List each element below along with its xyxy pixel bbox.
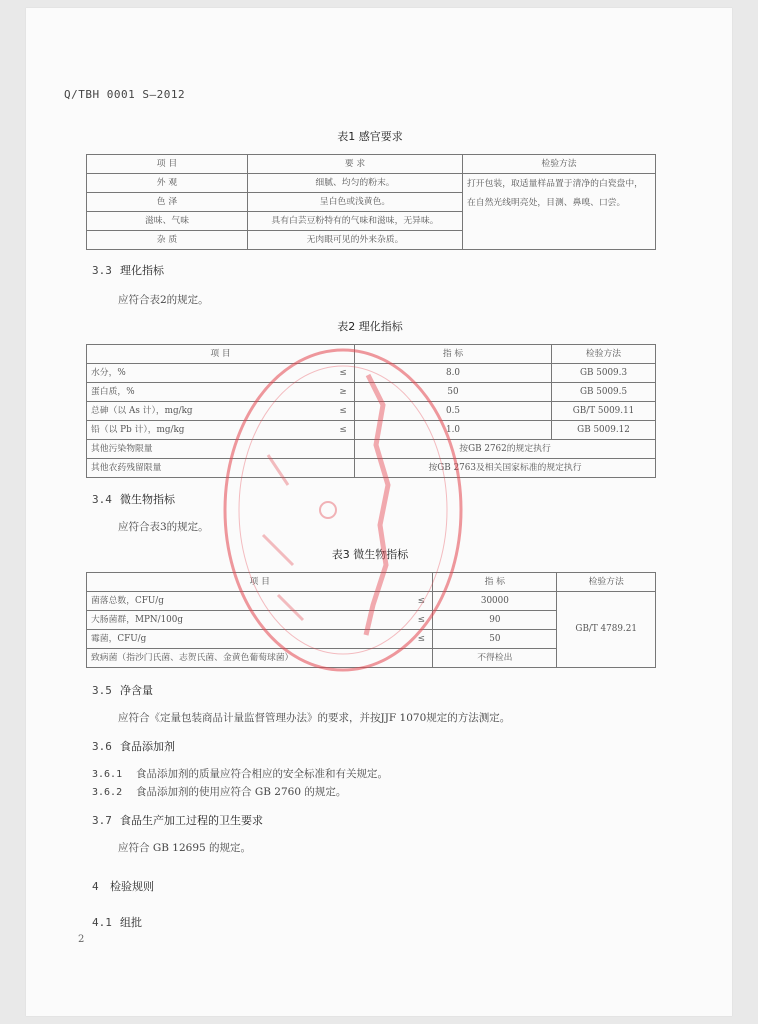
table-cell-item: 杂 质 (87, 231, 248, 250)
table-cell-item: 滋味、气味 (87, 212, 248, 231)
table-cell-operator: ≤ (410, 630, 433, 649)
table-cell-operator: ≤ (332, 402, 355, 421)
table-row (87, 459, 656, 478)
table-cell-item: 其他污染物限量 (87, 440, 355, 459)
table-cell-item: 致病菌（指沙门氏菌、志贺氏菌、金黄色葡萄球菌） (87, 649, 433, 668)
section-number: 4.1 (92, 916, 112, 929)
table-cell-item: 总砷（以 As 计），mg/kg (87, 402, 333, 421)
table-cell-method: GB 5009.3 (552, 364, 656, 383)
section-title: 理化指标 (120, 264, 164, 277)
table-cell-item: 菌落总数，CFU/g (87, 592, 411, 611)
table-header-row (87, 155, 656, 174)
paragraph: 应符合表3的规定。 (118, 521, 209, 533)
table-cell-item: 色 泽 (87, 193, 248, 212)
table-header-row (87, 573, 656, 592)
table-cell-value: 8.0 (355, 364, 552, 383)
table-cell-operator: ≤ (410, 592, 433, 611)
table-row (87, 383, 656, 402)
page-number: 2 (78, 934, 85, 945)
table-cell-spanning-text: 按GB 2763及相关国家标准的规定执行 (355, 459, 656, 478)
table-cell-item: 外 观 (87, 174, 248, 193)
table3-caption: 表3 微生物指标 (331, 548, 409, 561)
table-cell-value: 90 (433, 611, 557, 630)
table-cell-requirement: 呈白色或浅黄色。 (248, 193, 463, 212)
table-row (87, 421, 656, 440)
clause-number: 3.6.1 (92, 769, 123, 780)
table-cell-requirement: 细腻、均匀的粉末。 (248, 174, 463, 193)
table-header-requirement: 要 求 (248, 155, 463, 174)
table-cell-item: 铅（以 Pb 计），mg/kg (87, 421, 333, 440)
clause-3-6-2 (92, 784, 346, 799)
table-row (87, 440, 656, 459)
section-title: 检验规则 (110, 880, 154, 893)
clause-3-6-1 (92, 766, 388, 781)
table-cell-method: GB 5009.12 (552, 421, 656, 440)
table-header-item: 项 目 (87, 573, 433, 592)
paragraph: 应符合《定量包装商品计量监督管理办法》的要求，并按JJF 1070规定的方法测定。 (118, 712, 511, 724)
table3-microbial (86, 572, 656, 668)
table-cell-value: 不得检出 (433, 649, 557, 668)
section-title: 组批 (120, 916, 142, 929)
table-cell-item: 霉菌，CFU/g (87, 630, 411, 649)
table-cell-item: 水分，% (87, 364, 333, 383)
section-number: 3.4 (92, 493, 112, 506)
table-header-item: 项 目 (87, 155, 248, 174)
table-cell-value: 1.0 (355, 421, 552, 440)
table-cell-operator: ≤ (332, 421, 355, 440)
table-row (87, 174, 656, 193)
paragraph: 应符合表2的规定。 (118, 294, 209, 306)
section-number: 3.3 (92, 264, 112, 277)
section-heading-4-1 (92, 914, 142, 930)
table-cell-value: 50 (433, 630, 557, 649)
table-cell-method: GB 5009.5 (552, 383, 656, 402)
table1-caption: 表1 感官要求 (337, 130, 403, 143)
table-row (87, 592, 656, 611)
table1-sensory (86, 154, 656, 250)
section-number: 4 (92, 880, 99, 893)
table-cell-method: 打开包装，取适量样品置于清净的白瓷盘中，在自然光线明亮处，目测、鼻嗅、口尝。 (463, 174, 656, 250)
table-row (87, 364, 656, 383)
section-title: 食品添加剂 (120, 740, 175, 753)
table-header-value: 指 标 (355, 345, 552, 364)
document-number: Q/TBH 0001 S—2012 (64, 88, 186, 101)
table-header-method: 检验方法 (552, 345, 656, 364)
table-cell-value: 0.5 (355, 402, 552, 421)
table2-caption: 表2 理化指标 (337, 320, 403, 333)
section-heading-3-7 (92, 812, 263, 828)
table-header-value: 指 标 (433, 573, 557, 592)
table-cell-method: GB/T 4789.21 (557, 592, 656, 668)
table-header-method: 检验方法 (463, 155, 656, 174)
table-cell-requirement: 具有白芸豆粉特有的气味和滋味，无异味。 (248, 212, 463, 231)
clause-number: 3.6.2 (92, 787, 123, 798)
table-cell-value: 30000 (433, 592, 557, 611)
table-cell-operator: ≥ (332, 383, 355, 402)
clause-text: 食品添加剂的使用应符合 GB 2760 的规定。 (136, 786, 347, 798)
table-cell-spanning-text: 按GB 2762的规定执行 (355, 440, 656, 459)
table-cell-operator: ≤ (332, 364, 355, 383)
table-cell-value: 50 (355, 383, 552, 402)
section-title: 净含量 (120, 684, 153, 697)
section-title: 食品生产加工过程的卫生要求 (120, 814, 263, 827)
table-cell-item: 大肠菌群，MPN/100g (87, 611, 411, 630)
table2-physicochemical (86, 344, 656, 478)
section-heading-3-6 (92, 738, 175, 754)
table-cell-requirement: 无肉眼可见的外来杂质。 (248, 231, 463, 250)
section-heading-4 (92, 878, 154, 894)
section-number: 3.6 (92, 740, 112, 753)
section-heading-3-5 (92, 682, 153, 698)
section-heading-3-4 (92, 491, 175, 507)
table-cell-item: 其他农药残留限量 (87, 459, 355, 478)
table-header-method: 检验方法 (557, 573, 656, 592)
section-heading-3-3 (92, 262, 164, 278)
table-header-item: 项 目 (87, 345, 355, 364)
section-title: 微生物指标 (120, 493, 175, 506)
table-cell-method: GB/T 5009.11 (552, 402, 656, 421)
clause-text: 食品添加剂的质量应符合相应的安全标准和有关规定。 (136, 768, 388, 780)
table-cell-item: 蛋白质，% (87, 383, 333, 402)
section-number: 3.7 (92, 814, 112, 827)
paragraph: 应符合 GB 12695 的规定。 (118, 842, 252, 854)
table-row (87, 402, 656, 421)
section-number: 3.5 (92, 684, 112, 697)
table-header-row (87, 345, 656, 364)
table-cell-operator: ≤ (410, 611, 433, 630)
